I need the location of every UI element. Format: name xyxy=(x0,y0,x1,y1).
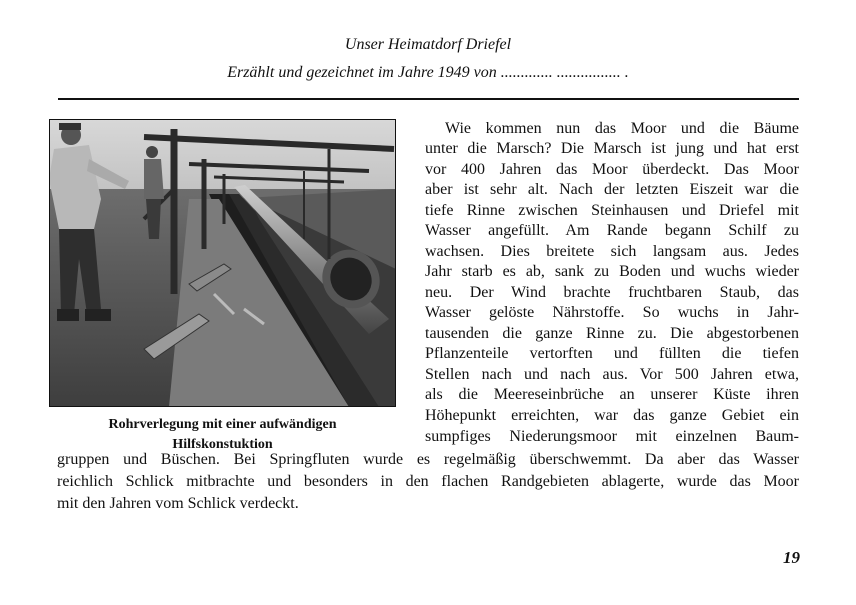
body-line: Wasser gelöste Nährstoffe. So wuchs in Jahr- xyxy=(425,304,799,321)
body-line: Wie kommen nun das Moor und die Bäume xyxy=(445,120,799,137)
body-line: Höhepunkt erreichten, war das ganze Gebiet ein xyxy=(425,407,799,424)
body-line: tiefe Rinne zwischen Steinhausen und Driefel mit xyxy=(425,202,799,219)
body-line: gruppen und Büschen. Bei Springfluten wurde es regelmäßig überschwemmt. Da aber das Wasser xyxy=(57,451,799,468)
body-line: aber ist sehr alt. Nach der letzten Eiszeit war die xyxy=(425,181,799,198)
running-subtitle: Erzählt und gezeichnet im Jahre 1949 von ............. ................ . xyxy=(227,64,629,81)
body-line: tausenden die ganze Rinne zu. Die abgestorbenen xyxy=(425,325,799,342)
body-line: Pflanzenteile vertorften und füllten die tiefen xyxy=(425,345,799,362)
header-divider xyxy=(58,98,799,100)
body-line: Wasser angefüllt. Am Rande begann Schilf zu xyxy=(425,222,799,239)
pipe-laying-photo-illustration xyxy=(49,119,396,407)
body-line: vor 400 Jahren das Moor überdeckt. Das Moor xyxy=(425,161,799,178)
caption-line: Hilfskonstuktion xyxy=(172,437,273,452)
body-line: reichlich Schlick mitbrachte und besonders in den flachen Randgebieten ablagerte, wurde das Moor xyxy=(57,473,799,490)
body-line: sumpfiges Niederungsmoor mit einzelnen Baum- xyxy=(425,428,799,445)
body-line: als die Meereseinbrüche an unserer Küste ihren xyxy=(425,386,799,403)
page-number: 19 xyxy=(783,548,800,567)
body-line: Stellen nach und nach aus. Vor 500 Jahren etwa, xyxy=(425,366,799,383)
running-title: Unser Heimatdorf Driefel xyxy=(344,36,512,53)
body-line: neu. Der Wind brachte fruchtbaren Staub, das xyxy=(425,284,799,301)
historical-photo xyxy=(49,119,396,407)
body-line: unter die Marsch? Die Marsch ist jung und hat erst xyxy=(425,140,799,157)
figure-caption xyxy=(49,415,396,455)
body-line: wachsen. Dies breitete sich langsam aus. Jedes xyxy=(425,243,799,260)
caption-line: Rohrverlegung mit einer aufwändigen xyxy=(108,417,337,432)
body-line: Jahr starb es ab, sank zu Boden und wuchs wieder xyxy=(425,263,799,280)
body-line: mit den Jahren vom Schlick verdeckt. xyxy=(57,495,299,512)
